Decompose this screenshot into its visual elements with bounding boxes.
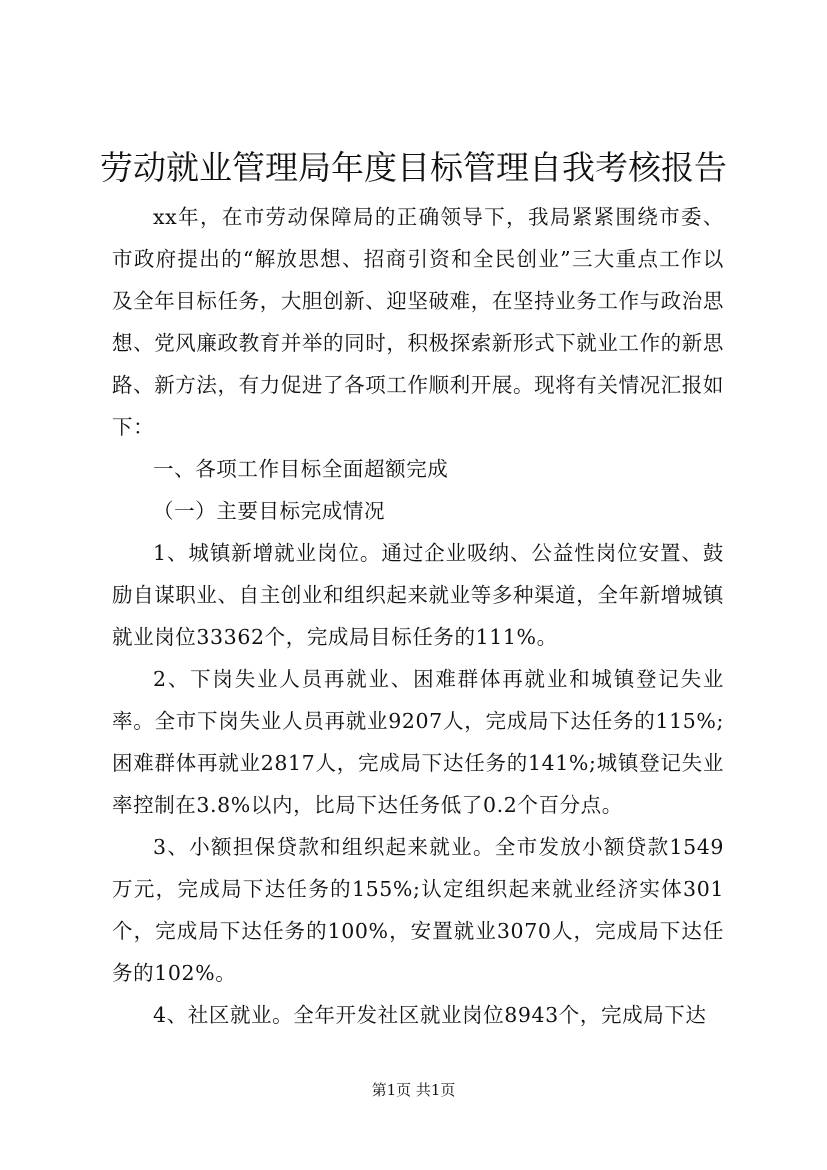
intro-paragraph: xx年，在市劳动保障局的正确领导下，我局紧紧围绕市委、市政府提出的“解放思想、招商引资和全民创业”三大重点工作以及全年目标任务，大胆创新、迎坚破难，在坚持业务工作与政治思想、党风廉政教育并举的同时，积极探索新形式下就业工作的新思路、新方法，有力促进了各项工作顺利开展。现将有关情况汇报如下： <box>112 205 724 439</box>
section-heading: 一、各项工作目标全面超额完成 <box>153 457 449 481</box>
item-paragraph-4: 4、社区就业。全年开发社区就业岗位8943个，完成局下达 <box>153 1003 707 1027</box>
item-paragraph-2: 2、下岗失业人员再就业、困难群体再就业和城镇登记失业率。全市下岗失业人员再就业9207人，完成局下达任务的115%;困难群体再就业2817人，完成局下达任务的141%;城镇登记失业率控制在3.8%以内，比局下达任务低了0.2个百分点。 <box>112 667 724 817</box>
subsection-heading: （一）主要目标完成情况 <box>153 499 386 523</box>
item-paragraph-3: 3、小额担保贷款和组织起来就业。全市发放小额贷款1549万元，完成局下达任务的155%;认定组织起来就业经济实体301个，完成局下达任务的100%，安置就业3070人，完成局下达任务的102%。 <box>112 835 724 985</box>
document-body <box>112 196 724 1036</box>
item-paragraph-1: 1、城镇新增就业岗位。通过企业吸纳、公益性岗位安置、鼓励自谋职业、自主创业和组织起来就业等多种渠道，全年新增城镇就业岗位33362个，完成局目标任务的111%。 <box>112 541 724 649</box>
document-title: 劳动就业管理局年度目标管理自我考核报告 <box>100 148 727 187</box>
page-footer: 第1页 共1页 <box>371 1081 456 1099</box>
